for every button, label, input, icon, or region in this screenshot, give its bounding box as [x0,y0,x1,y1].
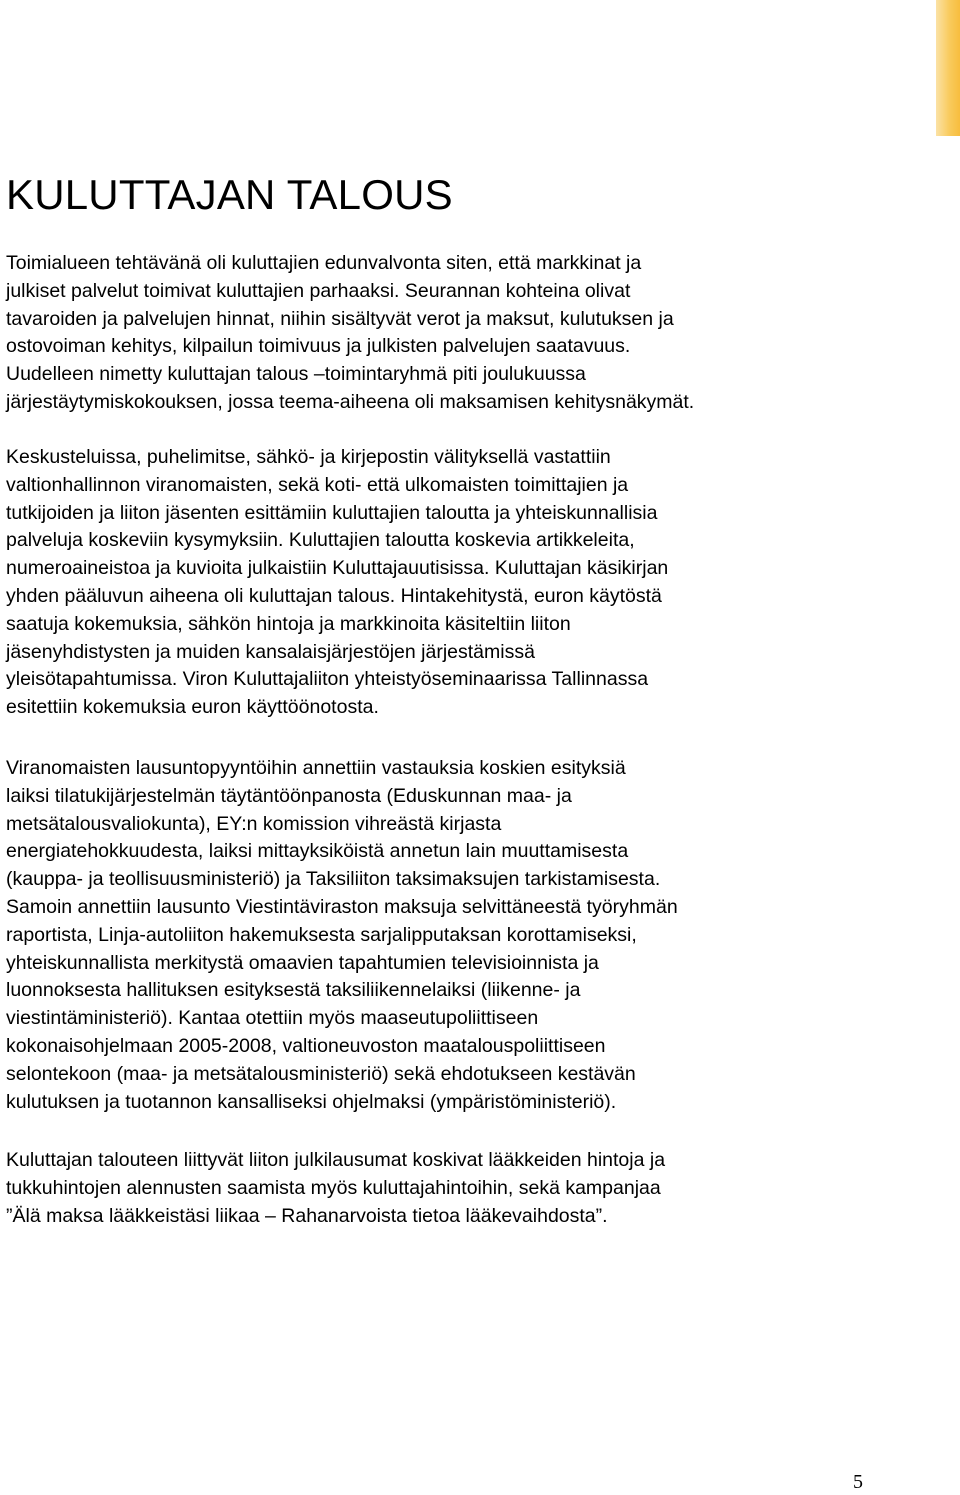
paragraph-declarations: Kuluttajan talouteen liittyvät liiton julkilausumat koskivat lääkkeiden hintoja ja tukkuhintojen alennusten saamista myös kuluttajahintoihin, sekä kampanjaa ”Älä maksa lääkkeistäsi liikaa – Rahanarvoista tietoa lääkevaihdosta”. [6,1149,666,1227]
paragraph-intro: Toimialueen tehtävänä oli kuluttajien edunvalvonta siten, että markkinat ja julkiset palvelut toimivat kuluttajien parhaaksi. Seurannan kohteina olivat tavaroiden ja palvelujen hinnat, niihin sisältyvät verot ja maksut, kulutuksen ja ostovoiman kehitys, kilpailun toimivuus ja julkisten palvelujen saatavuus. Uudelleen nimetty kuluttajan talous –toimintaryhmä piti joulukuussa järjestäytymiskokouksen, jossa teema-aiheena oli maksamisen kehitysnäkymät. [6,252,695,413]
page-number: 5 [853,1471,863,1493]
paragraph-statements: Viranomaisten lausuntopyyntöihin annettiin vastauksia koskien esityksiä laiksi tilatukijärjestelmän täytäntöönpanosta (Eduskunnan maa- ja metsätalousvaliokunta), EY:n komission vihreästä kirjasta energiatehokkuudesta, laiksi mittayksiköistä annetun lain muuttamisesta (kauppa- ja teollisuusministeriö) ja Taksiliiton taksimaksujen tarkistamisesta. Samoin annettiin lausunto Viestintäviraston maksuja selvittäneestä työryhmän raportista, Linja-autoliiton hakemuksesta sarjalipputaksan korottamiseksi, yhteiskunnallista merkitystä omaavien tapahtumien televisioinnista ja luonnoksesta hallituksen esityksestä taksiliikennelaiksi (liikenne- ja viestintäministeriö). Kantaa otettiin myös maaseutupoliittiseen kokonaisohjelmaan 2005-2008, valtioneuvoston maatalouspoliittiseen selontekoon (maa- ja metsätalousministeriö) sekä ehdotukseen kestävän kulutuksen ja tuotannon kansalliseksi ohjelmaksi (ympäristöministeriö). [6,757,678,1113]
header-color-band [936,0,960,136]
paragraph-discussions: Keskusteluissa, puhelimitse, sähkö- ja kirjepostin välityksellä vastattiin valtionhallinnon viranomaisten, sekä koti- että ulkomaisten toimittajien ja tutkijoiden ja liiton jäsenten esittämiin kuluttajien taloutta ja yhteiskunnallisia palveluja koskeviin kysymyksiin. Kuluttajien taloutta koskevia artikkeleita, numeroaineistoa ja kuvioita julkaistiin Kuluttajauutisissa. Kuluttajan käsikirjan yhden pääluvun aiheena oli kuluttajan talous. Hintakehitystä, euron käytöstä saatuja kokemuksia, sähkön hintoja ja markkinoita käsiteltiin liiton jäsenyhdistysten ja muiden kansalaisjärjestöjen järjestämissä yleisötapahtumissa. Viron Kuluttajaliiton yhteistyöseminaarissa Tallinnassa esitettiin kokemuksia euron käyttöönotosta. [6,446,669,719]
page-title: KULUTTAJAN TALOUS [6,171,453,218]
